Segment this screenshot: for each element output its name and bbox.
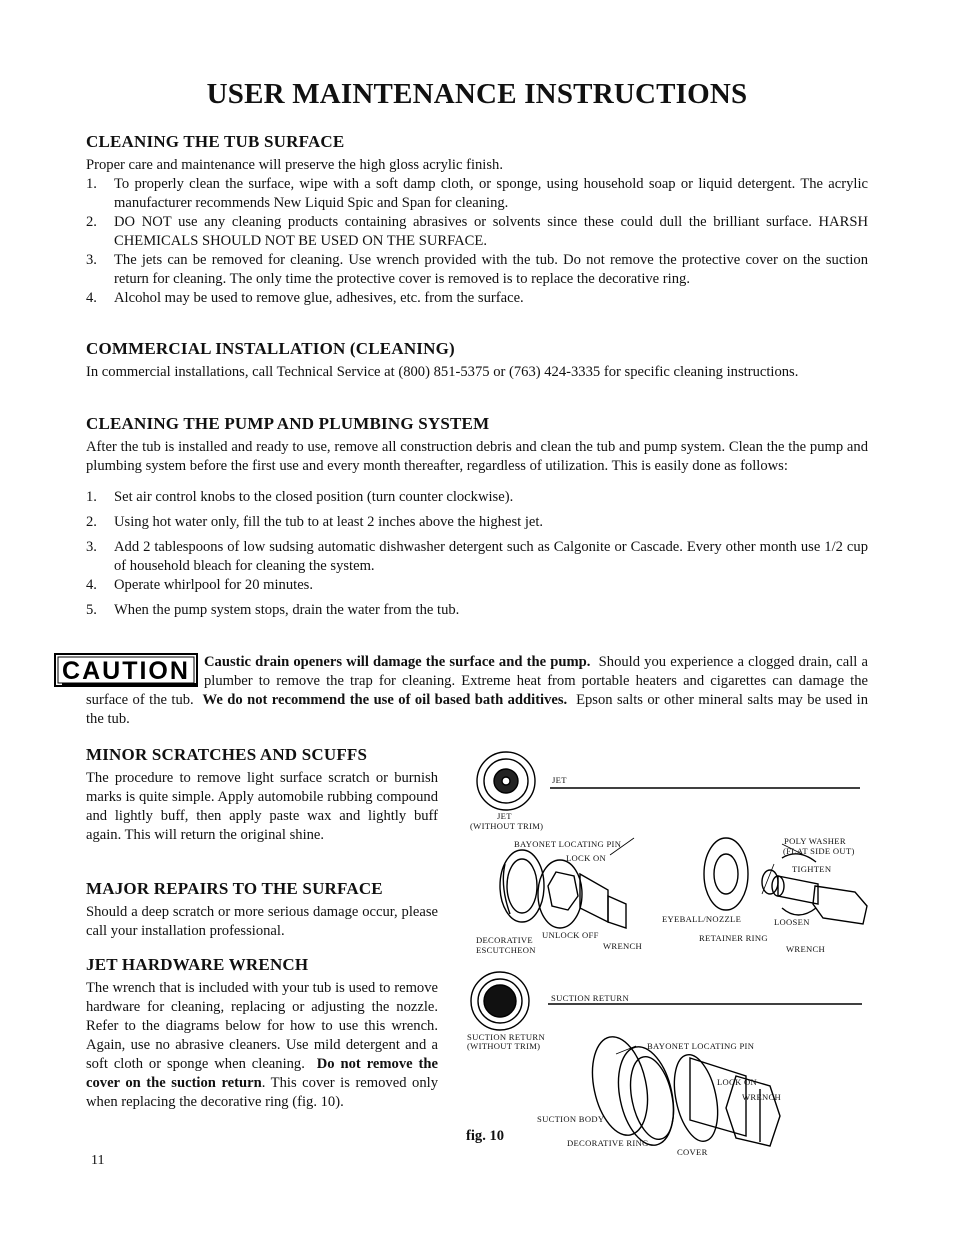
section-heading: CLEANING THE PUMP AND PLUMBING SYSTEM [86, 414, 490, 433]
label-cover: COVER [677, 1147, 708, 1157]
tub-cleaning-list [86, 175, 868, 308]
list-item: 3. The jets can be removed for cleaning. Use wrench provided with the tub. Do not remove the protective cover on the suction return for cleaning. The only time the protective cover is removed is to replace the decorative ring. [86, 252, 868, 287]
label-poly-washer: POLY WASHER [784, 836, 846, 846]
list-item: 4. Alcohol may be used to remove glue, adhesives, etc. from the surface. [86, 290, 524, 306]
section-text: The wrench that is included with your tub is used to remove hardware for cleaning, replacing or adjusting the nozzle. Refer to the diagrams below for how to use this wrench. Again, use no abrasive cleaners. Use mild detergent and a soft cloth or sponge when cleaning. Do not remove the cover on the suction return. This cover is removed only when replacing the decorative ring (fig. 10). [86, 980, 439, 1110]
list-item: 1. Set air control knobs to the closed position (turn counter clockwise). [86, 489, 514, 505]
label-tighten: TIGHTEN [792, 864, 832, 874]
section-heading: CLEANING THE TUB SURFACE [86, 132, 345, 151]
section-intro: After the tub is installed and ready to use, remove all construction debris and clean the tub and pump system. Clean the the pump and plumbing system before the first use and every month thereafter, regardless of utilization. This is easily done as follows: [86, 439, 868, 474]
label-wrench-2: WRENCH [786, 944, 826, 954]
pump-cleaning-list [86, 488, 868, 620]
section-commercial [86, 339, 868, 382]
section-cleaning-tub [86, 132, 868, 308]
label-loosen: LOOSEN [774, 917, 810, 927]
label-lock-on-2: LOCK ON [717, 1077, 758, 1087]
section-heading: JET HARDWARE WRENCH [86, 955, 309, 974]
section-heading: MAJOR REPAIRS TO THE SURFACE [86, 879, 383, 898]
label-suction-return: SUCTION RETURN [551, 993, 629, 1003]
caution-text [86, 653, 868, 729]
label-jet-no-trim: JET [497, 811, 512, 821]
label-eyeball: EYEBALL/NOZZLE [662, 914, 742, 924]
section-scratches [86, 745, 438, 845]
section-heading: COMMERCIAL INSTALLATION (CLEANING) [86, 339, 455, 358]
label-jet: JET [552, 775, 567, 785]
label-bayonet-pin-2: BAYONET LOCATING PIN [647, 1041, 755, 1051]
caution-bold-2: We do not recommend the use of oil based bath additives. [202, 692, 568, 708]
caution-text-2: Epson salts or other mineral salts may be used in the tub. [86, 692, 868, 727]
section-text: The procedure to remove light surface scratch or burnish marks is quite simple. Apply automobile rubbing compound and lightly buff, then apply paste wax and lightly buff again. This will return the original shine. [86, 770, 438, 843]
label-lock-on: LOCK ON [566, 853, 607, 863]
list-item: 4. Operate whirlpool for 20 minutes. [86, 577, 313, 593]
label-retainer: RETAINER RING [699, 933, 768, 943]
list-item: 1. To properly clean the surface, wipe with a soft damp cloth, or sponge, using household soap or liquid detergent. The acrylic manufacturer recommends New Liquid Spic and Span for cleaning. [86, 176, 868, 211]
label-escutcheon-2: ESCUTCHEON [476, 945, 536, 955]
section-text: Should a deep scratch or more serious damage occur, please call your installation professional. [86, 904, 438, 939]
caution-text-1: Should you experience a clogged drain, call a plumber to remove the trap for cleaning. Extreme heat from portable heaters and cigarettes can damage the surface of the tub. [86, 654, 868, 708]
label-suction-body: SUCTION BODY [537, 1114, 605, 1124]
hardware-diagram [460, 746, 880, 1166]
label-poly-washer-2: (FLAT SIDE OUT) [783, 846, 855, 856]
label-escutcheon: DECORATIVE [476, 935, 533, 945]
label-unlock-off: UNLOCK OFF [542, 930, 599, 940]
section-heading: MINOR SCRATCHES AND SCUFFS [86, 745, 368, 764]
caution-badge-text: CAUTION [62, 657, 190, 685]
figure-caption: fig. 10 [466, 1128, 505, 1144]
caution-bold-1: Caustic drain openers will damage the surface and the pump. [204, 654, 591, 670]
list-item: 2. DO NOT use any cleaning products containing abrasives or solvents since these could dull the brilliant surface. HARSH CHEMICALS SHOULD NOT BE USED ON THE SURFACE. [86, 214, 868, 249]
section-text: In commercial installations, call Technical Service at (800) 851-5375 or (763) 424-3335 for specific cleaning instructions. [86, 364, 799, 380]
label-suction-no-trim: SUCTION RETURN [467, 1032, 545, 1042]
section-wrench [86, 955, 438, 1112]
list-item: 3. Add 2 tablespoons of low sudsing automatic dishwasher detergent such as Calgonite or Cascade. Every other month use 1/2 cup of household bleach for cleaning the system. [86, 539, 868, 574]
label-wrench-3: WRENCH [742, 1092, 782, 1102]
page-number: 11 [91, 1153, 105, 1168]
page-title: USER MAINTENANCE INSTRUCTIONS [206, 78, 748, 110]
label-jet-no-trim-2: (WITHOUT TRIM) [470, 821, 544, 831]
section-intro: Proper care and maintenance will preserve the high gloss acrylic finish. [86, 157, 503, 173]
section-pump-cleaning [86, 414, 868, 626]
label-decorative-ring: DECORATIVE RING [567, 1138, 649, 1148]
list-item: 5. When the pump system stops, drain the water from the tub. [86, 602, 460, 618]
label-bayonet-pin: BAYONET LOCATING PIN [514, 839, 622, 849]
label-wrench: WRENCH [603, 941, 643, 951]
section-repairs [86, 879, 438, 941]
label-suction-no-trim-2: (WITHOUT TRIM) [467, 1041, 541, 1051]
list-item: 2. Using hot water only, fill the tub to at least 2 inches above the highest jet. [86, 514, 544, 530]
